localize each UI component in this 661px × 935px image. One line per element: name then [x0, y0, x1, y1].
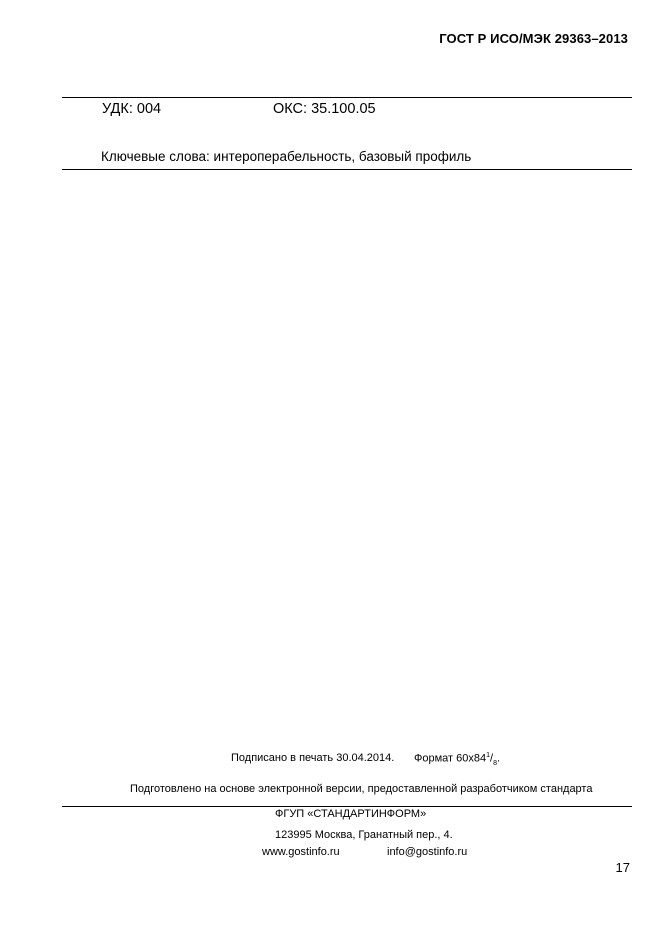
format-numerator: 1 [486, 752, 491, 759]
format-denominator: 8 [493, 759, 497, 767]
paper-format: Формат $60х84^1/_8$. [414, 752, 501, 767]
email-link[interactable]: info@gostinfo.ru [387, 846, 468, 858]
standard-code: ГОСТ Р ИСО/МЭК 29363–2013 [439, 31, 628, 46]
publisher-name: ФГУП «СТАНДАРТИНФОРМ» [275, 808, 427, 820]
top-divider [62, 97, 632, 98]
publisher-address: 123995 Москва, Гранатный пер., 4. [275, 829, 453, 841]
imprint-divider [62, 806, 632, 807]
website-link[interactable]: www.gostinfo.ru [262, 846, 340, 858]
page-number: 17 [615, 860, 630, 875]
keywords-divider [62, 169, 632, 170]
signed-date: Подписано в печать 30.04.2014. [231, 752, 395, 764]
oks-code: ОКС: 35.100.05 [273, 101, 376, 117]
prepared-note: Подготовлено на основе электронной версии, предоставленной разработчиком стандарта [130, 783, 593, 795]
format-prefix: Формат 60х84 [414, 752, 487, 765]
udk-code: УДК: 004 [102, 101, 162, 117]
format-suffix: . [496, 752, 501, 765]
keywords-line: Ключевые слова: интероперабельность, базовый профиль [101, 149, 472, 164]
